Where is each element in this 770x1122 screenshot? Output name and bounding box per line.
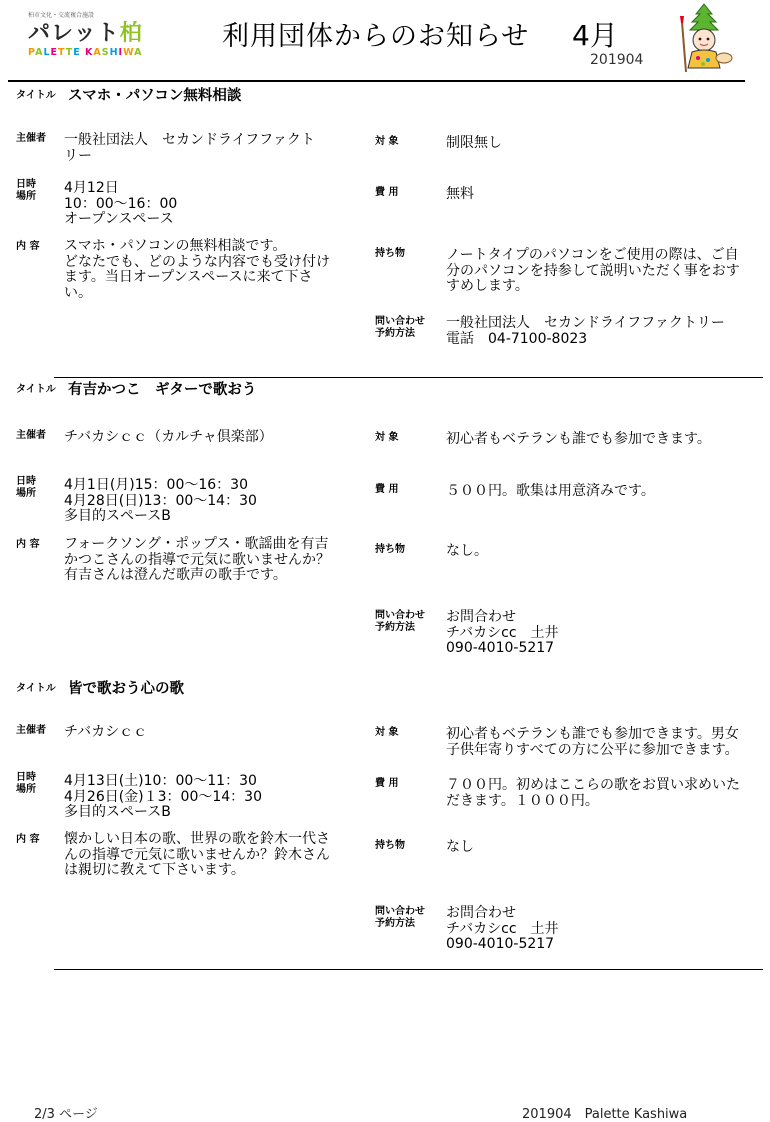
title-label [16, 683, 56, 695]
target-value [446, 727, 766, 758]
document-number: 201904 [590, 52, 644, 68]
label-line: 予約方法 [375, 328, 415, 339]
datetime-value [64, 181, 364, 228]
text-line: なし。 [446, 543, 488, 559]
page-number: 2/3 ページ [34, 1107, 98, 1122]
bring-label [375, 544, 405, 556]
label-line: 問い合わせ [375, 610, 425, 621]
logo-letter: A [134, 47, 143, 58]
header-rule [8, 80, 745, 82]
content-value [64, 832, 364, 879]
logo-letter: T [58, 47, 66, 58]
cost-value [446, 484, 766, 500]
mascot-illustration [664, 2, 734, 74]
label-line: 問い合わせ [375, 316, 425, 327]
logo-wordmark-kana: パレット [28, 21, 120, 46]
text-line: 無料 [446, 186, 474, 202]
event-title: 有吉かつこ ギターで歌おう [68, 382, 257, 398]
label-line: 内 容 [16, 539, 40, 550]
text-line: 4月13日(土)10：00～11：30 [64, 773, 257, 789]
logo-letter: L [43, 47, 51, 58]
organizer-value [64, 725, 364, 741]
bring-value [446, 840, 766, 856]
organizer-value [64, 133, 364, 164]
label-line: 対 象 [375, 727, 399, 738]
text-line: 電話 04-7100-8023 [446, 330, 588, 347]
text-line: チバカシcc 土井 [446, 624, 559, 641]
label-line: タイトル [16, 90, 56, 101]
text-line: い。 [64, 284, 92, 301]
label-line: 予約方法 [375, 622, 415, 633]
inquiry-value [446, 610, 766, 657]
datetime-label [16, 772, 36, 796]
label-line: 持ち物 [375, 840, 405, 851]
text-line: んの指導で元気に歌いませんか？鈴木さん [64, 846, 330, 863]
cost-label [375, 778, 398, 790]
target-label [375, 432, 398, 444]
section-divider [54, 377, 763, 378]
text-line: 初心者もベテランも誰でも参加できます。男女 [446, 726, 739, 742]
label-line: 日時 [16, 772, 36, 783]
label-line: 主催者 [16, 133, 46, 144]
label-line: 対 象 [375, 136, 399, 147]
text-line: リー [64, 147, 92, 164]
label-line: 場所 [16, 191, 36, 202]
bring-value [446, 248, 766, 295]
text-line: ます。当日オープンスペースに来て下さ [64, 269, 313, 285]
inquiry-label [375, 316, 425, 340]
datetime-label [16, 179, 36, 203]
text-line: 4月1日(月)15：00～16：30 [64, 477, 248, 493]
label-line: 予約方法 [375, 918, 415, 929]
content-label [16, 834, 39, 846]
label-line: 問い合わせ [375, 906, 425, 917]
event-title: スマホ・パソコン無料相談 [68, 88, 242, 104]
cost-value [446, 187, 766, 203]
text-line: どなたでも、どのような内容でも受け付け [64, 253, 330, 270]
label-line: タイトル [16, 384, 56, 395]
logo-letter: H [109, 47, 119, 58]
text-line: 初心者もベテランも誰でも参加できます。 [446, 431, 711, 447]
logo-letter: A [35, 47, 44, 58]
label-line: 費 用 [375, 484, 399, 495]
month-label: 4月 [572, 19, 618, 52]
text-line: 4月28日(日)13：00～14：30 [64, 492, 257, 509]
content-value [64, 239, 364, 301]
text-line: 子供年寄りすべての方に公平に参加できます。 [446, 741, 739, 758]
text-line: 多目的スペースB [64, 804, 171, 820]
target-label [375, 727, 398, 739]
text-line: 一般社団法人 セカンドライフファクト [64, 132, 315, 148]
text-line: フォークソング・ポップス・歌謡曲を有吉 [64, 536, 329, 552]
text-line: 分のパソコンを持参して説明いただく事をおす [446, 262, 740, 279]
text-line: お問合わせ [446, 609, 516, 625]
text-line: スマホ・パソコンの無料相談です。 [64, 238, 287, 254]
section-divider [54, 969, 763, 970]
text-line: ５００円。歌集は用意済みです。 [446, 483, 655, 499]
logo-letter: E [50, 47, 59, 58]
label-line: 主催者 [16, 430, 46, 441]
organizer-label [16, 133, 46, 145]
inquiry-value [446, 316, 766, 347]
bring-label [375, 248, 405, 260]
content-label [16, 539, 39, 551]
inquiry-label [375, 906, 425, 930]
logo-english-name [28, 47, 178, 59]
title-label [16, 384, 56, 396]
logo-letter: W [123, 47, 135, 58]
text-line: すめします。 [446, 278, 529, 294]
logo-letter: E [73, 47, 81, 58]
logo-wordmark [28, 20, 178, 47]
text-line: チバカシcc 土井 [446, 920, 559, 937]
text-line: だきます。１０００円。 [446, 792, 599, 809]
logo-letter: K [85, 47, 94, 58]
content-label [16, 241, 39, 253]
organizer-label [16, 430, 46, 442]
palette-kashiwa-logo [28, 12, 178, 64]
text-line: 10：00～16：00 [64, 195, 178, 212]
logo-letter: I [118, 47, 124, 58]
label-line: 費 用 [375, 187, 399, 198]
footer-identifier: 201904 Palette Kashiwa [522, 1107, 688, 1122]
text-line: ７００円。初めはここらの歌をお買い求めいた [446, 777, 740, 793]
content-value [64, 537, 364, 584]
label-line: 内 容 [16, 241, 40, 252]
label-line: 対 象 [375, 432, 399, 443]
text-line: オープンスペース [64, 211, 174, 227]
text-line: 一般社団法人 セカンドライフファクトリー [446, 315, 725, 331]
text-line: なし [446, 839, 474, 855]
datetime-value [64, 478, 364, 525]
label-line: 持ち物 [375, 544, 405, 555]
logo-letter: T [65, 47, 74, 58]
cost-value [446, 778, 766, 809]
text-line: 有吉さんは澄んだ歌声の歌手です。 [64, 567, 287, 583]
label-line: 持ち物 [375, 248, 405, 259]
inquiry-label [375, 610, 425, 634]
text-line: 4月12日 [64, 180, 119, 196]
text-line: 多目的スペースB [64, 508, 171, 524]
bring-value [446, 544, 766, 560]
text-line: かつこさんの指導で元気に歌いませんか？ [64, 551, 330, 568]
label-line: タイトル [16, 683, 56, 694]
organizer-value [64, 430, 364, 446]
label-line: 内 容 [16, 834, 40, 845]
page-title: 利用団体からのお知らせ [222, 21, 530, 52]
datetime-value [64, 774, 364, 821]
logo-tagline: 柏市文化・交流複合施設 [28, 12, 95, 19]
target-label [375, 136, 398, 148]
text-line: ノートタイプのパソコンをご使用の際は、ご自 [446, 247, 739, 263]
logo-letter: A [93, 47, 102, 58]
bring-label [375, 840, 405, 852]
datetime-label [16, 476, 36, 500]
logo-letter: P [28, 47, 36, 58]
cost-label [375, 484, 398, 496]
cost-label [375, 187, 398, 199]
label-line: 日時 [16, 476, 36, 487]
inquiry-value [446, 906, 766, 953]
target-value [446, 432, 766, 448]
text-line: 4月26日(金)１3：00～14：30 [64, 788, 262, 805]
text-line: 090-4010-5217 [446, 936, 555, 952]
label-line: 場所 [16, 488, 36, 499]
title-label [16, 90, 56, 102]
label-line: 日時 [16, 179, 36, 190]
target-value [446, 136, 766, 152]
text-line: お問合わせ [446, 905, 516, 921]
text-line: 制限無し [446, 135, 502, 151]
text-line: 懐かしい日本の歌、世界の歌を鈴木一代さ [64, 831, 330, 847]
text-line: 090-4010-5217 [446, 640, 555, 656]
logo-wordmark-kanji: 柏 [119, 20, 143, 46]
label-line: 費 用 [375, 778, 399, 789]
label-line: 場所 [16, 784, 36, 795]
text-line: チバカシｃｃ（カルチャ倶楽部） [64, 429, 273, 445]
label-line: 主催者 [16, 725, 46, 736]
text-line: チバカシｃｃ [64, 724, 148, 740]
event-title: 皆で歌おう心の歌 [68, 681, 184, 697]
organizer-label [16, 725, 46, 737]
logo-letter: S [101, 47, 110, 58]
text-line: は親切に教えて下さいます。 [64, 862, 245, 878]
